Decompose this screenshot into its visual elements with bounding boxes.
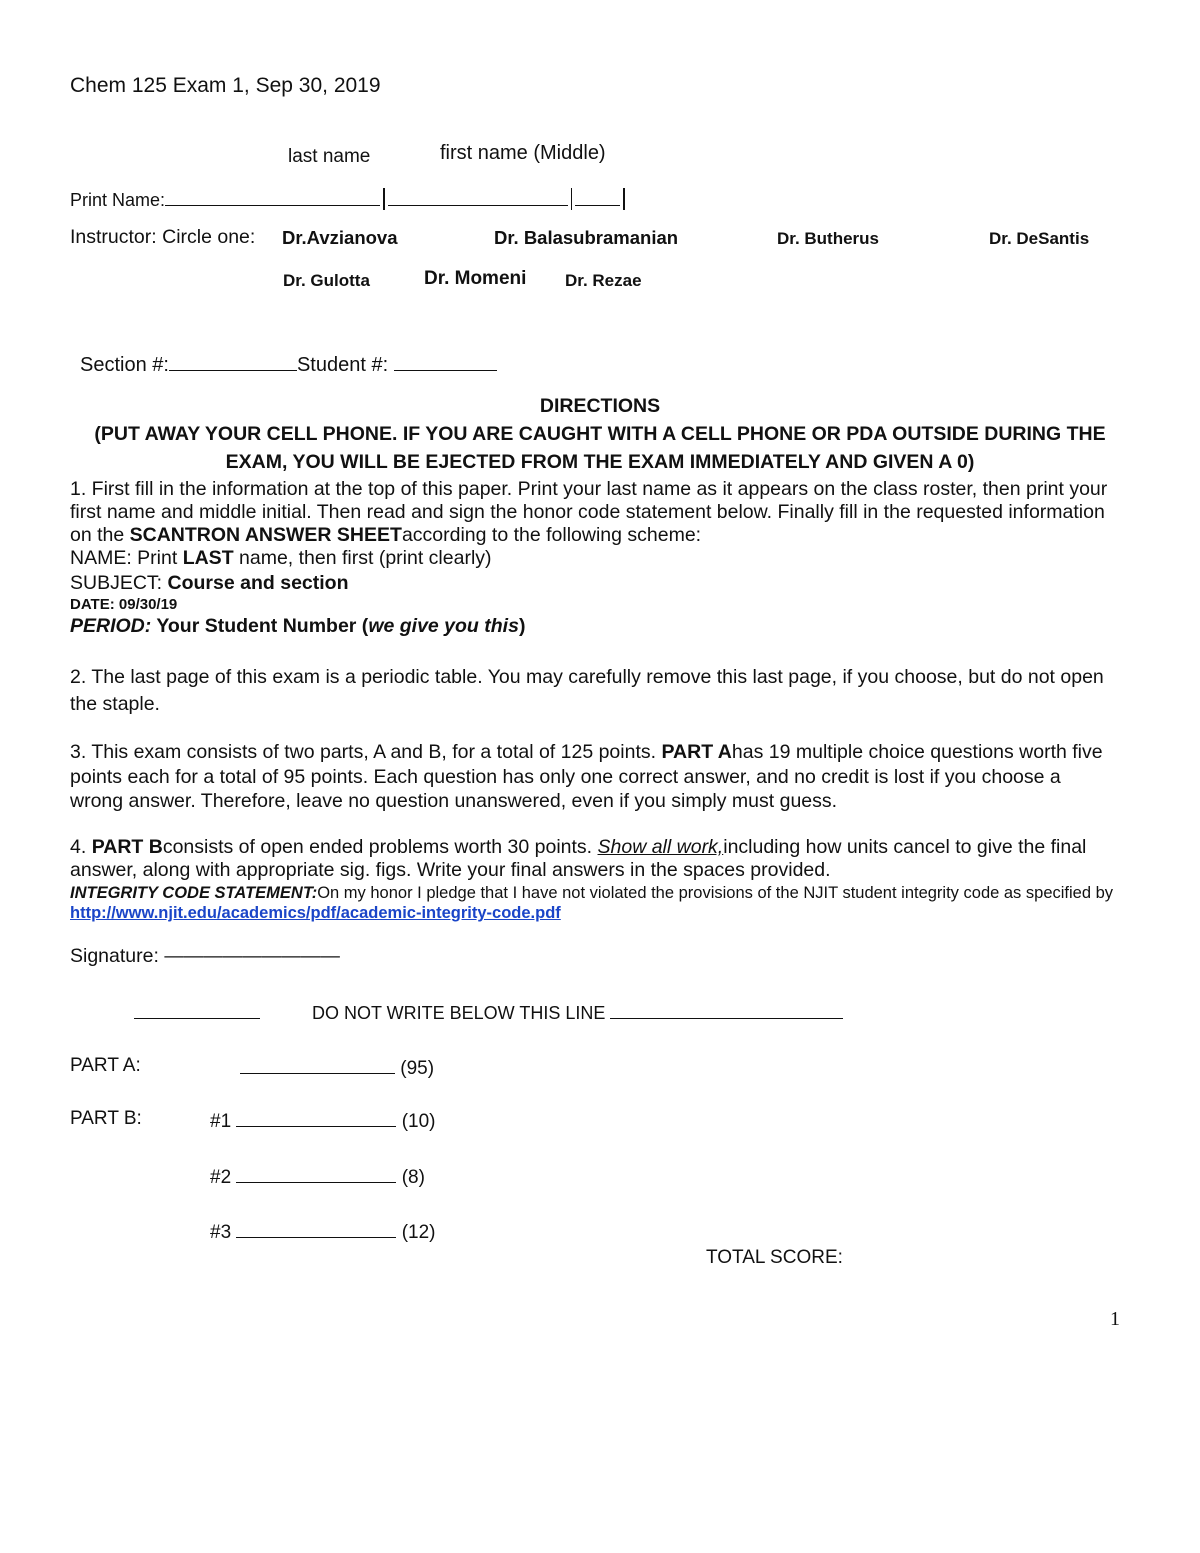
section-blank[interactable]	[169, 352, 297, 371]
problem-score-blank[interactable]	[236, 1219, 396, 1238]
item-4-text-end: including how units cancel to give the final answer, along with appropriate sig. figs. Write your final answers in the spaces provided.	[70, 836, 1087, 881]
instructor-label: Instructor: Circle one:	[70, 226, 256, 248]
signature-row	[70, 945, 340, 968]
grading-divider	[134, 1000, 843, 1024]
last-name-blank[interactable]	[165, 187, 380, 206]
problem-number: #2	[210, 1167, 232, 1188]
problem-points: (12)	[401, 1222, 436, 1243]
signature-line[interactable]: —————————	[164, 945, 340, 967]
section-label: Section #:	[80, 354, 169, 376]
instructor-option[interactable]: Dr.Avzianova	[282, 227, 398, 248]
integrity-statement	[70, 883, 1115, 923]
warning-line-2: EXAM, YOU WILL BE EJECTED FROM THE EXAM IMMEDIATELY AND GIVEN A 0)	[225, 451, 975, 473]
date-line: DATE: 09/30/19	[70, 596, 178, 613]
integrity-label: INTEGRITY CODE STATEMENT:	[70, 884, 318, 902]
name-scheme-end: name, then first (print clearly)	[233, 547, 492, 569]
section-student-row	[80, 352, 497, 377]
instructor-option[interactable]: Dr. Momeni	[424, 268, 527, 289]
item-4-num: 4.	[70, 836, 92, 858]
integrity-code-link[interactable]: http://www.njit.edu/academics/pdf/academic-integrity-code.pdf	[70, 904, 561, 922]
middle-initial-blank[interactable]	[575, 187, 620, 206]
problem-row	[210, 1219, 436, 1244]
part-a-label: PART A:	[70, 1055, 141, 1076]
problem-row	[210, 1164, 425, 1189]
period-text: Your Student Number (	[151, 615, 369, 637]
instructor-option[interactable]: Dr. Gulotta	[283, 271, 370, 290]
part-a-bold: PART A	[661, 741, 732, 763]
direction-item-3	[70, 740, 1115, 814]
item-3-text: 3. This exam consists of two parts, A and B, for a total of 125 points.	[70, 741, 662, 763]
print-name-label: Print Name:	[70, 190, 166, 210]
part-a-points: (95)	[400, 1058, 435, 1079]
item-4-text: consists of open ended problems worth 30 points.	[162, 836, 598, 858]
instructor-option[interactable]: Dr. Balasubramanian	[494, 227, 679, 248]
item-1-text-end: according to the following scheme:	[401, 524, 702, 546]
part-b-bold: PART B	[91, 836, 163, 858]
divider-line-left	[134, 1000, 260, 1019]
problem-points: (8)	[401, 1167, 425, 1188]
problem-score-blank[interactable]	[236, 1164, 396, 1183]
item-3-text-end: has 19 multiple choice questions worth five points each for a total of 95 points. Each question has only one correct answer, and no credit is lost if you choose a wrong answer. Therefore, leave no question unanswered, even if you simply must guess.	[70, 741, 1103, 812]
direction-item-1	[70, 478, 1115, 638]
subject-label: SUBJECT:	[70, 572, 168, 594]
total-score-label: TOTAL SCORE:	[706, 1247, 843, 1268]
divider-text: DO NOT WRITE BELOW THIS LINE	[312, 1003, 606, 1023]
subject-value: Course and section	[167, 572, 349, 594]
last-name-label: last name	[288, 146, 371, 167]
signature-label: Signature:	[70, 945, 159, 967]
name-scheme: NAME: Print	[70, 547, 183, 569]
instructor-option[interactable]: Dr. Rezae	[565, 271, 642, 290]
problem-number: #1	[210, 1111, 232, 1132]
integrity-text: On my honor I pledge that I have not violated the provisions of the NJIT student integrity code as specified by	[317, 884, 1114, 902]
item-1-text: 1. First fill in the information at the top of this paper. Print your last name as it appears on the class roster, then print your first name and middle initial. Then read and sign the honor code statement below. Finally fill in the requested information on the	[70, 478, 1108, 546]
period-italic: we give you this	[368, 615, 519, 637]
part-a-score-row	[240, 1055, 434, 1080]
divider-line-right	[610, 1000, 843, 1019]
exam-title: Chem 125 Exam 1, Sep 30, 2019	[70, 74, 381, 97]
problem-row	[210, 1108, 436, 1133]
page-number: 1	[1110, 1308, 1120, 1330]
instructor-option[interactable]: Dr. Butherus	[777, 229, 880, 248]
name-divider	[383, 188, 385, 210]
directions-heading: DIRECTIONS	[539, 395, 661, 417]
period-label: PERIOD:	[70, 615, 152, 637]
name-divider	[623, 188, 625, 210]
problem-number: #3	[210, 1222, 232, 1243]
warning-line-1: (PUT AWAY YOUR CELL PHONE. IF YOU ARE CAUGHT WITH A CELL PHONE OR PDA OUTSIDE DURING THE	[94, 423, 1106, 445]
show-all-work: Show all work,	[597, 836, 724, 858]
problem-score-blank[interactable]	[236, 1108, 396, 1127]
student-blank[interactable]	[394, 352, 497, 371]
name-scheme-bold: LAST	[182, 547, 234, 569]
period-end: )	[518, 615, 526, 637]
part-a-score-blank[interactable]	[240, 1055, 395, 1074]
instructor-option[interactable]: Dr. DeSantis	[989, 229, 1090, 248]
problem-points: (10)	[401, 1111, 436, 1132]
student-label: Student #:	[296, 354, 389, 376]
direction-item-2	[70, 664, 1115, 718]
direction-item-4	[70, 836, 1115, 882]
print-name-row	[70, 187, 628, 211]
first-name-label: first name (Middle)	[440, 142, 606, 164]
scantron-label: SCANTRON ANSWER SHEET	[129, 524, 402, 546]
first-name-blank[interactable]	[388, 187, 568, 206]
part-b-label: PART B:	[70, 1108, 142, 1129]
item-2-text: 2. The last page of this exam is a periodic table. You may carefully remove this last page, if you choose, but do not open the staple.	[70, 666, 1104, 715]
name-divider	[571, 188, 573, 210]
